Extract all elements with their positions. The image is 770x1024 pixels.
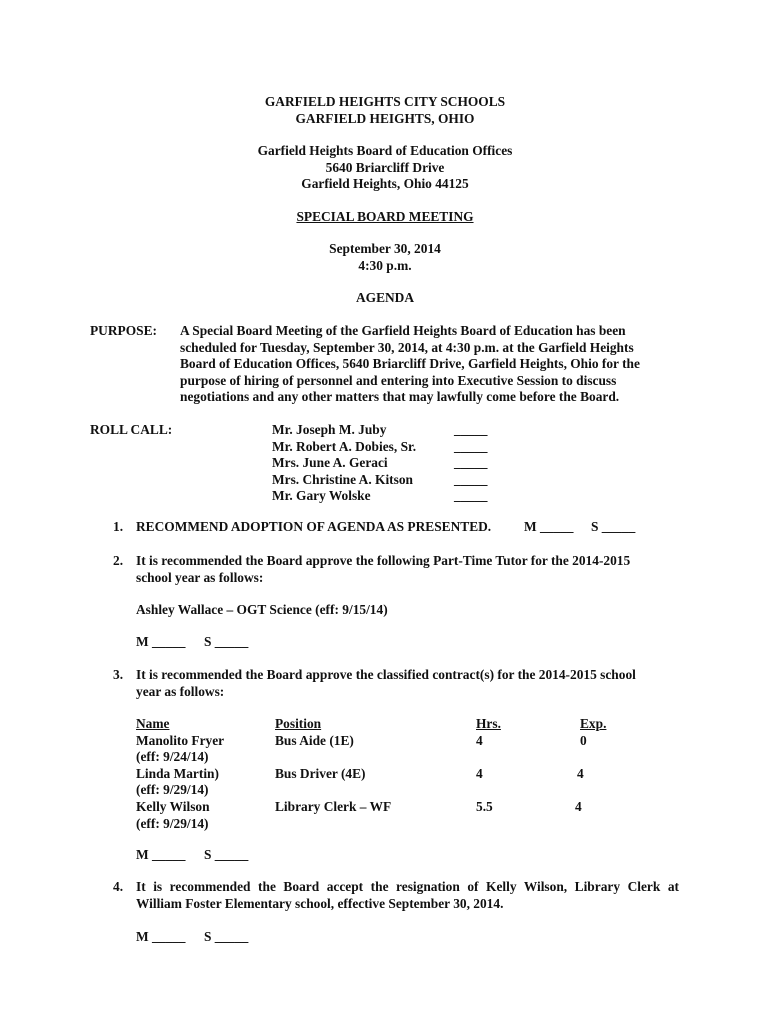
purpose-line: A Special Board Meeting of the Garfield Heights Board of Education has been [180, 323, 626, 338]
item2-text [136, 553, 630, 586]
col-header-name: Name [136, 716, 170, 731]
tutor-entry: Ashley Wallace – OGT Science (eff: 9/15/14) [136, 602, 388, 617]
agenda-heading: AGENDA [355, 290, 415, 305]
venue-name: Garfield Heights Board of Education Offices [257, 143, 513, 158]
roll-call-blanks [454, 422, 487, 505]
employee-exp: 0 [580, 732, 587, 748]
meeting-type: SPECIAL BOARD MEETING [296, 209, 474, 224]
purpose-line: scheduled for Tuesday, September 30, 2014, at 4:30 p.m. at the Garfield Heights [180, 339, 634, 355]
item3-text [136, 667, 636, 700]
employee-position: Bus Aide (1E) [275, 732, 354, 748]
employee-position: Bus Driver (4E) [275, 765, 366, 781]
item4-line: William Foster Elementary school, effective September 30, 2014. [136, 895, 504, 911]
col-header-exp: Exp. [580, 716, 607, 731]
item4-text [136, 879, 679, 912]
venue-city: Garfield Heights, Ohio 44125 [301, 176, 469, 192]
employee-hrs: 4 [476, 765, 483, 781]
employee-eff-date: (eff: 9/29/14) [136, 815, 209, 831]
board-member-name: Mrs. June A. Geraci [272, 455, 388, 471]
roll-call-names [272, 422, 416, 505]
item1-text: RECOMMEND ADOPTION OF AGENDA AS PRESENTED. [136, 519, 492, 534]
employee-name: Kelly Wilson [136, 799, 210, 814]
board-member-name: Mr. Robert A. Dobies, Sr. [272, 438, 417, 454]
purpose-line: negotiations and any other matters that may lawfully come before the Board. [180, 389, 620, 405]
meeting-type-block [0, 209, 770, 226]
district-header [0, 94, 770, 127]
district-name: GARFIELD HEIGHTS CITY SCHOOLS [264, 94, 506, 109]
employee-exp: 4 [575, 799, 582, 814]
item3-line: year as follows: [136, 683, 225, 699]
roll-call-blank[interactable]: _____ [454, 438, 488, 454]
roll-call-blank[interactable]: _____ [454, 422, 488, 437]
item3-line: It is recommended the Board approve the classified contract(s) for the 2014-2015 school [136, 667, 636, 682]
item2-second-blank[interactable]: S _____ [204, 634, 249, 649]
roll-call-blank[interactable]: _____ [454, 471, 488, 487]
item3-second-blank[interactable]: S _____ [204, 847, 249, 862]
agenda-heading-block [0, 290, 770, 307]
board-member-name: Mr. Joseph M. Juby [272, 422, 387, 437]
meeting-time: 4:30 p.m. [358, 257, 412, 273]
employee-name: Manolito Fryer [136, 732, 225, 748]
item1-second-blank[interactable]: S _____ [591, 519, 636, 534]
venue-block [0, 143, 770, 193]
item-number: 1. [113, 519, 124, 534]
purpose-text [180, 323, 640, 406]
item2-line: It is recommended the Board approve the following Part-Time Tutor for the 2014-2015 [136, 553, 631, 568]
item2-motion-blank[interactable]: M _____ [136, 634, 186, 649]
contracts-table [0, 716, 770, 836]
meeting-date: September 30, 2014 [329, 241, 441, 256]
item-number: 3. [113, 667, 124, 682]
roll-call-blank[interactable]: _____ [454, 488, 488, 504]
item1-motion-blank[interactable]: M _____ [524, 519, 574, 534]
board-member-name: Mr. Gary Wolske [272, 488, 371, 504]
purpose-line: Board of Education Offices, 5640 Briarcliff Drive, Garfield Heights, Ohio for the [180, 356, 640, 372]
item4-second-blank[interactable]: S _____ [204, 929, 249, 944]
employee-eff-date: (eff: 9/24/14) [136, 749, 209, 765]
employee-name: Linda Martin) [136, 765, 219, 781]
item2-line: school year as follows: [136, 569, 264, 585]
roll-call-blank[interactable]: _____ [454, 455, 488, 471]
roll-call-label: ROLL CALL: [90, 422, 173, 437]
purpose-label: PURPOSE: [90, 323, 157, 338]
employee-exp: 4 [577, 765, 584, 781]
item-number: 2. [113, 553, 124, 568]
purpose-line: purpose of hiring of personnel and entering into Executive Session to discuss [180, 372, 617, 388]
item4-line: It is recommended the Board accept the resignation of Kelly Wilson, Library Clerk at [136, 879, 679, 894]
employee-hrs: 4 [476, 732, 483, 748]
col-header-position: Position [275, 716, 322, 731]
item3-motion-blank[interactable]: M _____ [136, 847, 186, 862]
item4-motion-blank[interactable]: M _____ [136, 929, 186, 944]
item-number: 4. [113, 879, 124, 894]
board-member-name: Mrs. Christine A. Kitson [272, 471, 413, 487]
employee-position: Library Clerk – WF [275, 799, 392, 814]
col-header-hrs: Hrs. [476, 716, 501, 731]
employee-eff-date: (eff: 9/29/14) [136, 782, 209, 798]
employee-hrs: 5.5 [476, 799, 493, 814]
venue-street: 5640 Briarcliff Drive [325, 159, 445, 175]
meeting-datetime [0, 241, 770, 274]
district-location: GARFIELD HEIGHTS, OHIO [295, 110, 475, 126]
